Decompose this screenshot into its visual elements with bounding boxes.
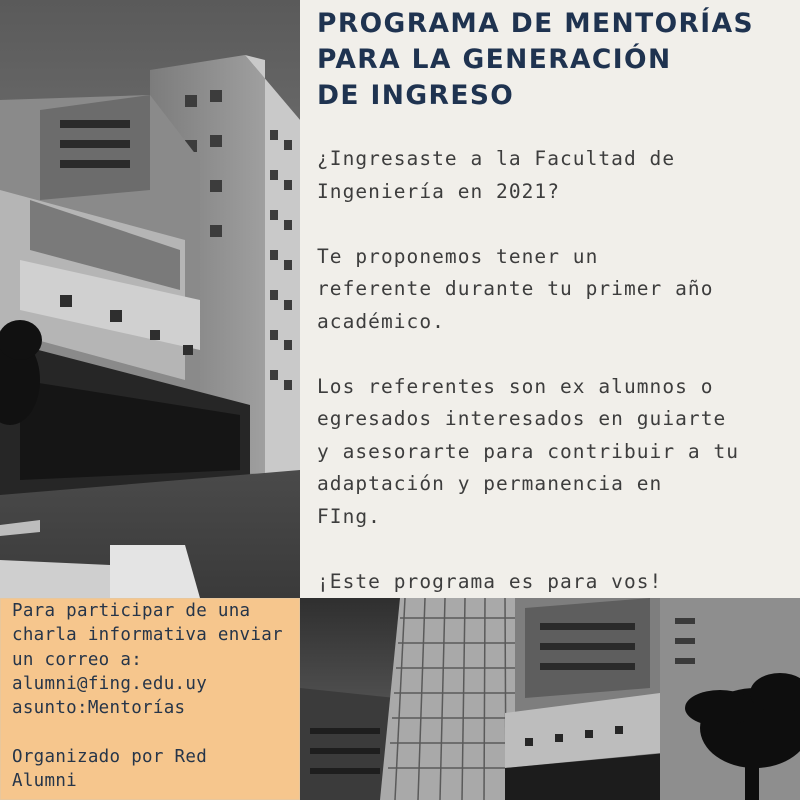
mentors-line: y asesorarte para contribuir a tu — [317, 439, 740, 463]
mentors-line: adaptación y permanencia en — [317, 472, 663, 495]
proposal-line: académico. — [317, 309, 445, 333]
page-title — [317, 6, 754, 114]
building-photo-bottom — [300, 598, 800, 800]
body-text — [317, 143, 787, 598]
info-line: charla informativa enviar — [12, 625, 283, 646]
info-line: un correo a: — [12, 649, 143, 670]
question-line: Ingeniería en 2021? — [317, 179, 561, 203]
closing-line: ¡Este programa es para vos! — [317, 569, 663, 593]
info-line: Para participar de una — [12, 601, 251, 621]
title-line: DE INGRESO — [317, 80, 515, 111]
organizer-line: Alumni — [12, 771, 78, 792]
info-text — [12, 599, 302, 793]
contact-email: alumni@fing.edu.uy — [12, 673, 208, 694]
title-line: PROGRAMA DE MENTORÍAS — [317, 8, 754, 39]
mentors-line: Los referentes son ex alumnos o — [317, 374, 714, 398]
building-photo-top — [0, 0, 300, 598]
question-line: ¿Ingresaste a la Facultad de — [317, 147, 676, 170]
title-line: PARA LA GENERACIÓN — [317, 44, 672, 75]
organizer-line: Organizado por Red — [12, 746, 208, 767]
proposal-line: Te proponemos tener un — [317, 244, 599, 268]
mentors-line: FIng. — [317, 504, 381, 528]
email-subject: asunto:Mentorías — [12, 698, 186, 719]
mentors-line: egresados interesados en guiarte — [317, 407, 727, 430]
proposal-line: referente durante tu primer año — [317, 277, 714, 300]
